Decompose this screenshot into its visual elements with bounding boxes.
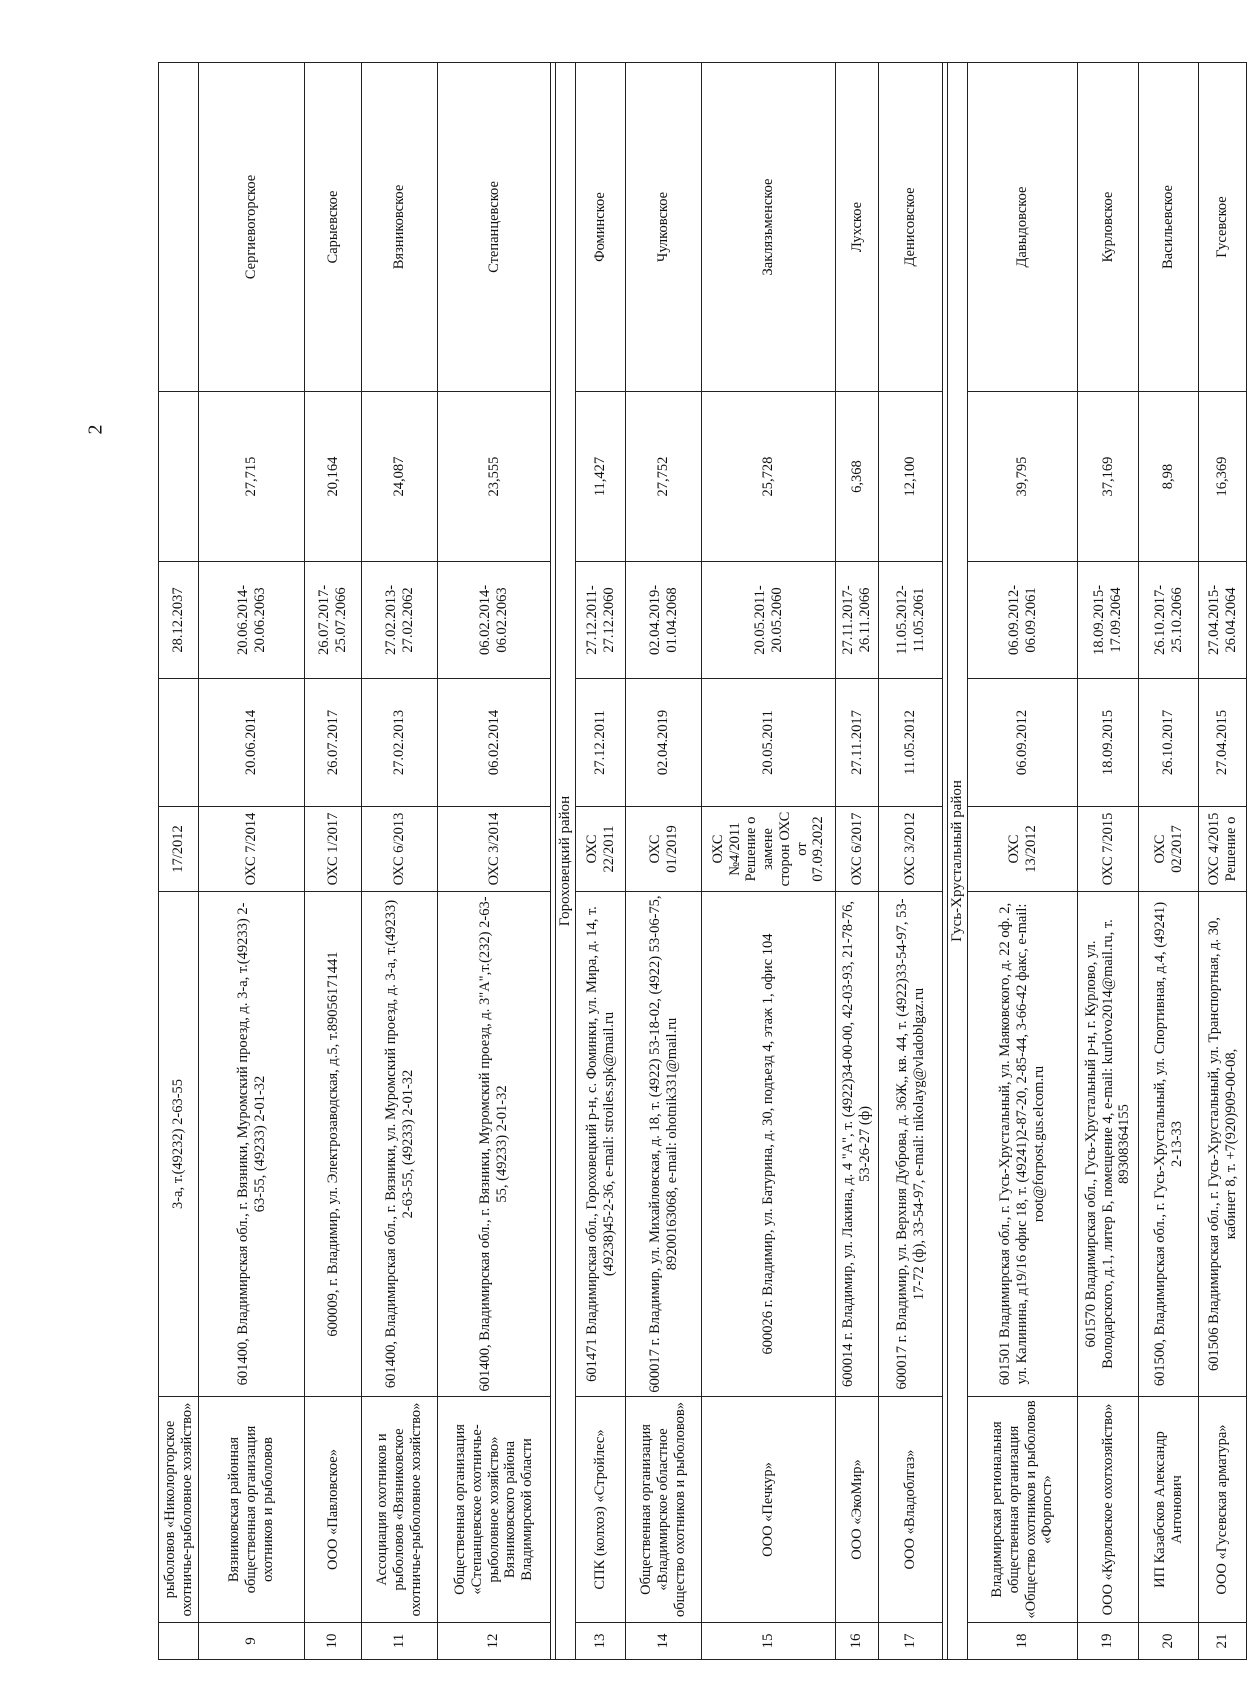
cell-name: ИП Казабсков Александр Антонович [1139, 1397, 1199, 1623]
cell-area: 6,368 [836, 392, 879, 562]
cell-hunt: Васильевское [1139, 63, 1199, 392]
cell-hunt: Заклязьменское [702, 63, 836, 392]
cell-period: 27.04.2015-26.04.2064 [1199, 562, 1247, 679]
cell-period: 20.05.2011-20.05.2060 [702, 562, 836, 679]
table-body [159, 63, 1247, 1660]
cell-agreement: ОХС 22/2011 [576, 807, 626, 892]
cell-address: 601400, Владимирская обл., г. Вязники, Муромский проезд, д. 3"А",т.(232) 2-63-55, (49233) 2-01-32 [438, 892, 551, 1397]
cell-name: ООО «ЭкоМир» [836, 1397, 879, 1623]
cell-area: 23,555 [438, 392, 551, 562]
cell-agreement: ОХС 4/2015 Решение о [1199, 807, 1247, 892]
table-row [626, 63, 702, 1660]
table-row [576, 63, 626, 1660]
cell-name: Общественная организация «Владимирское областное общество охотников и рыболовов» [626, 1397, 702, 1623]
cell-name: ООО «Печкур» [702, 1397, 836, 1623]
cell-period: 06.09.2012-06.09.2061 [968, 562, 1078, 679]
cell-hunt: Денисовское [879, 63, 943, 392]
cell-area: 12,100 [879, 392, 943, 562]
cell-name: ООО «Владоблгаз» [879, 1397, 943, 1623]
cell-period: 27.02.2013-27.02.2062 [362, 562, 438, 679]
cell-num: 11 [362, 1623, 438, 1660]
cell-address: 601471 Владимирская обл., Гороховецкий р-н, с. Фоминки, ул. Мира, д. 14, т. (49238)45-2-36, e-mail: stroiles.spk@mail.ru [576, 892, 626, 1397]
cell-period: 02.04.2019-01.04.2068 [626, 562, 702, 679]
cell-area: 8,98 [1139, 392, 1199, 562]
page-number: 2 [84, 424, 107, 435]
table-row [362, 63, 438, 1660]
rotated-table-container [158, 63, 1239, 1660]
cell-area: 16,369 [1199, 392, 1247, 562]
cell-num [159, 1623, 199, 1660]
cell-address: 601501 Владимирская обл., г. Гусь-Хрустальный, ул. Маяковского, д. 22 оф. 2, ул. Калинина, д19/16 офис 18, т. (49241)2-87-20, 2-85-44, 3-66-42 факс, e-mail: root@forpost.gus.elcom.ru [968, 892, 1078, 1397]
cell-agreement: 17/2012 [159, 807, 199, 892]
cell-num: 16 [836, 1623, 879, 1660]
cell-address: 601570 Владимирская обл., Гусь-Хрустальный р-н, г. Курлово, ул. Володарского, д.1, литер Б, помещение 4, e-mail: kurlovo2014@mail.ru, т. 89308364155 [1078, 892, 1139, 1397]
cell-name: СПК (колхоз) «Стройлес» [576, 1397, 626, 1623]
cell-date: 27.12.2011 [576, 679, 626, 807]
cell-address: 600014 г. Владимир, ул. Лакина, д. 4 "А", т. (4922)34-00-00, 42-03-93, 21-78-76, 53-26-27 (ф) [836, 892, 879, 1397]
cell-period: 27.12.2011-27.12.2060 [576, 562, 626, 679]
cell-date: 20.05.2011 [702, 679, 836, 807]
table-row [879, 63, 943, 1660]
cell-name: Общественная организация «Степанцевское охотничье-рыболовное хозяйство» Вязниковского района Владимирской области [438, 1397, 551, 1623]
cell-num: 21 [1199, 1623, 1247, 1660]
cell-num: 12 [438, 1623, 551, 1660]
cell-num: 13 [576, 1623, 626, 1660]
cell-address: 601500, Владимирская обл., г. Гусь-Хрустальный, ул. Спортивная, д.4, (49241) 2-13-33 [1139, 892, 1199, 1397]
cell-address: 600017 г. Владимир, ул. Верхняя Дуброва, д. 36Ж,, кв. 44, т. (4922)33-54-97, 53-17-72 (ф), 33-54-97, e-mail: nikolayg@vladoblgaz.ru [879, 892, 943, 1397]
cell-hunt: Давыдовское [968, 63, 1078, 392]
cell-hunt: Курловское [1078, 63, 1139, 392]
cell-name: ООО «Курловское охотхозяйство» [1078, 1397, 1139, 1623]
cell-address: 601400, Владимирская обл., г. Вязники, ул. Муромский проезд, д. 3-а, т.(49233) 2-63-55, (49233) 2-01-32 [362, 892, 438, 1397]
cell-address: 601400, Владимирская обл., г. Вязники, Муромский проезд, д. 3-а, т.(49233) 2-63-55, (49233) 2-01-32 [199, 892, 305, 1397]
cell-name: Ассоциация охотников и рыболовов «Вязниковское охотничье-рыболовное хозяйство» [362, 1397, 438, 1623]
cell-date: 18.09.2015 [1078, 679, 1139, 807]
cell-num: 20 [1139, 1623, 1199, 1660]
cell-num: 14 [626, 1623, 702, 1660]
cell-period: 06.02.2014-06.02.2063 [438, 562, 551, 679]
cell-hunt: Сергиевогорское [199, 63, 305, 392]
table-row [1139, 63, 1199, 1660]
table-row [438, 63, 551, 1660]
table-row [305, 63, 362, 1660]
cell-name: Вязниковская районная общественная организация охотников и рыболовов [199, 1397, 305, 1623]
cell-period: 27.11.2017-26.11.2066 [836, 562, 879, 679]
cell-area: 11,427 [576, 392, 626, 562]
cell-hunt: Фоминское [576, 63, 626, 392]
cell-hunt [159, 63, 199, 392]
cell-date: 06.02.2014 [438, 679, 551, 807]
cell-agreement: ОХС 1/2017 [305, 807, 362, 892]
cell-date: 11.05.2012 [879, 679, 943, 807]
cell-date: 02.04.2019 [626, 679, 702, 807]
cell-area: 24,087 [362, 392, 438, 562]
cell-period: 26.07.2017-25.07.2066 [305, 562, 362, 679]
cell-period: 18.09.2015-17.09.2064 [1078, 562, 1139, 679]
table-row [159, 63, 199, 1660]
cell-num: 15 [702, 1623, 836, 1660]
cell-address: 3-а, т.(49232) 2-63-55 [159, 892, 199, 1397]
cell-date: 20.06.2014 [199, 679, 305, 807]
cell-date: 26.07.2017 [305, 679, 362, 807]
cell-date: 06.09.2012 [968, 679, 1078, 807]
cell-name: ООО «Павловское» [305, 1397, 362, 1623]
cell-hunt: Вязниковское [362, 63, 438, 392]
cell-date: 26.10.2017 [1139, 679, 1199, 807]
cell-period: 20.06.2014-20.06.2063 [199, 562, 305, 679]
cell-num: 19 [1078, 1623, 1139, 1660]
section-title: Гороховецкий район [556, 63, 576, 1660]
cell-num: 10 [305, 1623, 362, 1660]
cell-date [159, 679, 199, 807]
cell-hunt: Сарыевское [305, 63, 362, 392]
cell-name: рыболовов «Николоргорское охотничье-рыболовное хозяйство» [159, 1397, 199, 1623]
cell-agreement: ОХС 7/2014 [199, 807, 305, 892]
cell-area: 27,752 [626, 392, 702, 562]
cell-area [159, 392, 199, 562]
cell-name: Владимирская региональная общественная организация «Общество охотников и рыболовов «Форпост» [968, 1397, 1078, 1623]
cell-agreement: ОХС 7/2015 [1078, 807, 1139, 892]
table-row [1078, 63, 1139, 1660]
cell-date: 27.02.2013 [362, 679, 438, 807]
table-row [199, 63, 305, 1660]
cell-agreement: ОХС 02/2017 [1139, 807, 1199, 892]
cell-area: 39,795 [968, 392, 1078, 562]
cell-hunt: Гусевское [1199, 63, 1247, 392]
section-header-row [948, 63, 968, 1660]
cell-agreement: ОХС 6/2017 [836, 807, 879, 892]
table-row [836, 63, 879, 1660]
cell-agreement: ОХС №4/2011 Решение о замене сторон ОХС от 07.09.2022 [702, 807, 836, 892]
section-header-row [556, 63, 576, 1660]
cell-agreement: ОХС 6/2013 [362, 807, 438, 892]
table-row [702, 63, 836, 1660]
cell-address: 600017 г. Владимир, ул. Михайловская, д. 18, т. (4922) 53-18-02, (4922) 53-06-75, 89200163068, e-mail: ohotnik331@mail.ru [626, 892, 702, 1397]
cell-agreement: ОХС 3/2012 [879, 807, 943, 892]
cell-area: 27,715 [199, 392, 305, 562]
cell-address: 601506 Владимирская обл., г. Гусь-Хрустальный, ул. Транспортная, д. 30, кабинет 8, т. +7(920)909-00-08, [1199, 892, 1247, 1397]
table-row [1199, 63, 1247, 1660]
cell-address: 600026 г. Владимир, ул. Батурина, д. 30, подъезд 4, этаж 1, офис 104 [702, 892, 836, 1397]
cell-name: ООО «Гусевская арматура» [1199, 1397, 1247, 1623]
cell-agreement: ОХС 13/2012 [968, 807, 1078, 892]
table-row [968, 63, 1078, 1660]
cell-date: 27.11.2017 [836, 679, 879, 807]
section-title: Гусь-Хрустальный район [948, 63, 968, 1660]
cell-hunt: Чулковское [626, 63, 702, 392]
hunting-grounds-table [158, 62, 1247, 1660]
cell-area: 25,728 [702, 392, 836, 562]
cell-num: 9 [199, 1623, 305, 1660]
cell-address: 600009, г. Владимир, ул. Электрозаводская, д.5, т.89056171441 [305, 892, 362, 1397]
cell-period: 28.12.2037 [159, 562, 199, 679]
cell-date: 27.04.2015 [1199, 679, 1247, 807]
cell-hunt: Лухское [836, 63, 879, 392]
cell-agreement: ОХС 01/2019 [626, 807, 702, 892]
cell-period: 26.10.2017-25.10.2066 [1139, 562, 1199, 679]
cell-num: 17 [879, 1623, 943, 1660]
cell-area: 20,164 [305, 392, 362, 562]
cell-period: 11.05.2012-11.05.2061 [879, 562, 943, 679]
cell-hunt: Степанцевское [438, 63, 551, 392]
cell-num: 18 [968, 1623, 1078, 1660]
cell-agreement: ОХС 3/2014 [438, 807, 551, 892]
cell-area: 37,169 [1078, 392, 1139, 562]
